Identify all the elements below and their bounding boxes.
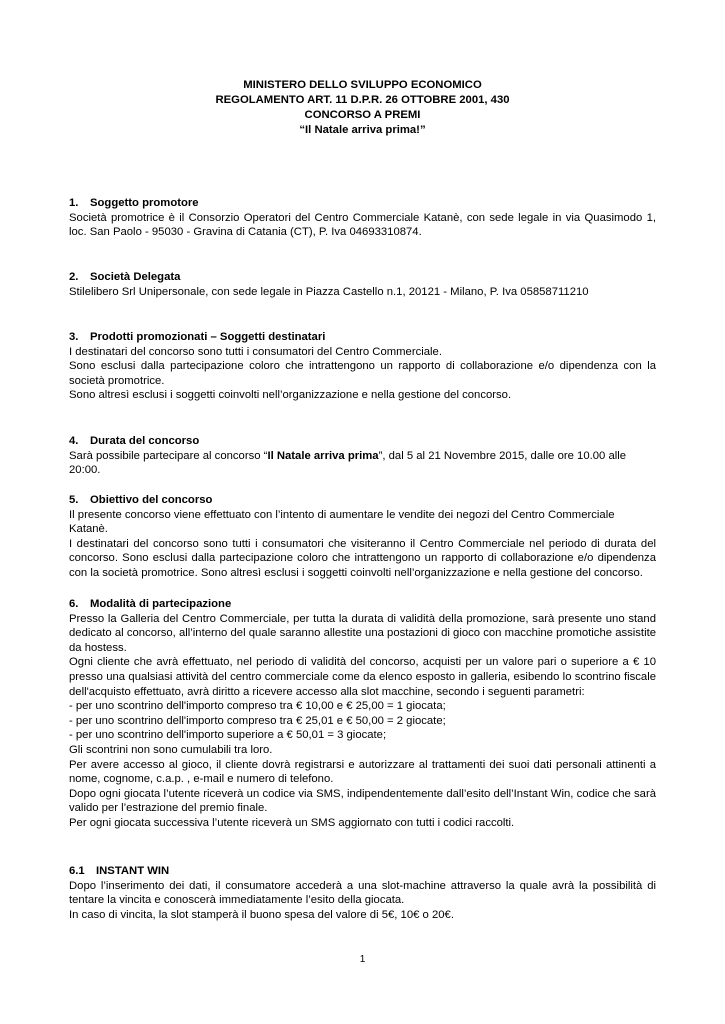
section-6 <box>69 597 656 831</box>
page-number: 1 <box>359 954 366 965</box>
section-3-p1: I destinatari del concorso sono tutti i consumatori del Centro Commerciale. <box>69 345 442 358</box>
header-regulation: REGOLAMENTO ART. 11 D.P.R. 26 OTTOBRE 2001, 430 <box>215 94 510 106</box>
section-6-bullet-1: - per uno scontrino dell'importo compreso tra € 10,00 e € 25,00 = 1 giocata; <box>69 700 446 713</box>
section-1-body: Società promotrice è il Consorzio Operatori del Centro Commerciale Katanè, con sede legale in via Quasimodo 1, loc. San Paolo - 95030 - Gravina di Catania (CT), P. Iva 04693310874. <box>69 211 656 239</box>
section-6-1-p2: In caso di vincita, la slot stamperà il buono spesa del valore di 5€, 10€ o 20€. <box>69 908 454 921</box>
header-contest-name: “Il Natale arriva prima!” <box>299 124 426 136</box>
header-contest: CONCORSO A PREMI <box>304 109 421 121</box>
section-6-p3: Gli scontrini non sono cumulabili tra loro. <box>69 743 273 756</box>
section-4-body: Sarà possibile partecipare al concorso “Il Natale arriva prima”, dal 5 al 21 Novembre 2015, dalle ore 10.00 alle 20:00. <box>69 449 627 477</box>
section-6-p1: Presso la Galleria del Centro Commerciale, per tutta la durata di validità della promozione, sarà presente uno stand dedicato al concorso, all’interno del quale saranno allestite una postazioni di gioco con macchine promotiche assistite da hostess. <box>69 612 656 654</box>
document-header <box>69 78 656 138</box>
section-2 <box>69 270 656 299</box>
header-ministry: MINISTERO DELLO SVILUPPO ECONOMICO <box>243 79 482 91</box>
section-6-heading: 6. Modalità di partecipazione <box>69 598 232 610</box>
section-6-1-p1: Dopo l’inserimento dei dati, il consumatore accederà a una slot-machine attraverso la quale avrà la possibilità di tentare la vincita e conoscerà immediatamente l’esito della giocata. <box>69 879 656 907</box>
section-6-p5: Dopo ogni giocata l’utente riceverà un codice via SMS, indipendentemente dall’esito dell’Instant Win, codice che sarà valido per l’estrazione del premio finale. <box>69 787 656 815</box>
section-3-p3: Sono altresì esclusi i soggetti coinvolti nell’organizzazione e nella gestione del concorso. <box>69 389 512 402</box>
section-4 <box>69 434 656 478</box>
section-5-p1: Il presente concorso viene effettuato con l’intento di aumentare le vendite dei negozi del Centro Commerciale Katanè. <box>69 508 615 536</box>
section-5 <box>69 493 656 581</box>
section-5-heading: 5. Obiettivo del concorso <box>69 494 213 506</box>
section-2-heading: 2. Società Delegata <box>69 271 181 283</box>
section-2-body: Stilelibero Srl Unipersonale, con sede legale in Piazza Castello n.1, 20121 - Milano, P. Iva 05858711210 <box>69 285 589 298</box>
section-3 <box>69 330 656 403</box>
section-6-bullet-3: - per uno scontrino dell'importo superiore a € 50,01 = 3 giocate; <box>69 729 387 742</box>
section-6-p2: Ogni cliente che avrà effettuato, nel periodo di validità del concorso, acquisti per un valore pari o superiore a € 10 presso una qualsiasi attività del centro commerciale come da elenco esposto in galleria, esibendo lo scontrino fiscale dell'acquisto effettuato, avrà diritto a ricevere accesso alla slot macchine, secondo i seguenti parametri: <box>69 656 656 698</box>
section-1 <box>69 196 656 240</box>
section-4-heading: 4. Durata del concorso <box>69 435 200 447</box>
section-1-heading: 1. Soggetto promotore <box>69 197 199 209</box>
section-3-p2: Sono esclusi dalla partecipazione coloro che intrattengono un rapporto di collaborazione e/o dipendenza con la società promotrice. <box>69 360 656 387</box>
section-6-p6: Per ogni giocata successiva l’utente riceverà un SMS aggiornato con tutti i codici raccolti. <box>69 816 515 829</box>
document-page <box>69 78 656 921</box>
section-5-p2: I destinatari del concorso sono tutti i consumatori che visiteranno il Centro Commerciale nel periodo di durata del concorso. Sono esclusi dalla partecipazione coloro che intrattengono un rapporto di collaborazione e/o dipendenza con la società promotrice. Sono altresì esclusi i soggetti coinvolti nell’organizzazione e nella gestione del concorso. <box>69 537 656 579</box>
section-6-bullet-2: - per uno scontrino dell'importo compreso tra € 25,01 e € 50,00 = 2 giocate; <box>69 714 446 727</box>
section-6-1 <box>69 864 656 922</box>
section-6-p4: Per avere accesso al gioco, il cliente dovrà registrarsi e autorizzare al trattamenti dei suoi dati personali attinenti a nome, cognome, c.a.p. , e-mail e numero di telefono. <box>69 758 656 786</box>
section-3-heading: 3. Prodotti promozionati – Soggetti destinatari <box>69 331 326 343</box>
section-6-1-heading: 6.1 INSTANT WIN <box>69 865 170 877</box>
